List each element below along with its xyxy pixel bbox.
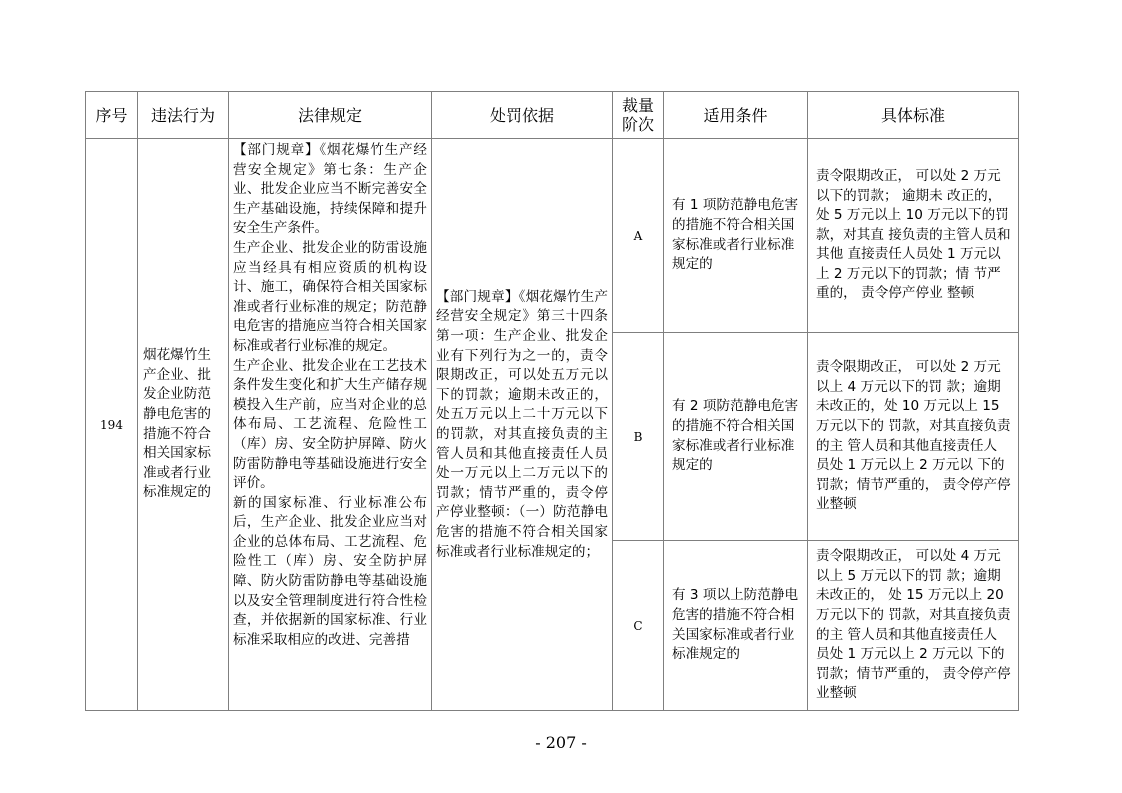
header-seq: 序号 [86, 92, 138, 139]
row-law-cell [229, 139, 432, 711]
header-violation: 违法行为 [138, 92, 229, 139]
penalty-discretion-table [85, 91, 1019, 711]
law-paragraph: 新的国家标准、行业标准公布后，生产企业、批发企业应当对企业的总体布局、工艺流程、危险性工（库）房、安全防护屏障、防火防雷防静电等基础设施以及安全管理制度进行符合性检查，并依据新的国家标准、行业标准采取相应的改进、完善措 [233, 494, 427, 648]
standard-c-cell [808, 541, 1019, 711]
table-header-row [86, 92, 1019, 139]
standard-b: 责令限期改正， 可以处 2 万元以上 4 万元以下的罚 款；逾期未改正的，处 10 万元以上 15 万元以下的 罚款，对其直接负责的主 管人员和其他直接责任人 员处 1 万元以上 2 万元以 下的罚款；情节严重的， 责令停产停业整顿 [816, 359, 1011, 513]
row-law [229, 140, 431, 709]
level-a: A [613, 139, 664, 333]
standard-c: 责令限期改正， 可以处 4 万元以上 5 万元以下的罚 款；逾期未改正的， 处 15 万元以上 20 万元以下的 罚款，对其直接负责的主 管人员和其他直接责任人 员处 1 万元以上 2 万元以 下的罚款；情节严重的， 责令停产停业整顿 [816, 548, 1011, 702]
standard-a: 责令限期改正， 可以处 2 万元以下的罚款； 逾期未 改正的，处 5 万元以上 10 万元以下的罚款，对其直 接负责的主管人员和其他 直接责任人员处 1 万元以 上 2 万元以下的罚款；情 节严重的， 责令停产停业 整顿 [816, 167, 1011, 302]
header-law: 法律规定 [229, 92, 432, 139]
level-b: B [613, 333, 664, 541]
row-violation-cell [138, 139, 229, 711]
condition-b-cell [664, 333, 808, 541]
header-standard: 具体标准 [808, 92, 1019, 139]
condition-c: 有 3 项以上防范静电危害的措施不符合相关国家标准或者行业标准规定的 [672, 587, 799, 663]
header-condition: 适用条件 [664, 92, 808, 139]
law-paragraph: 【部门规章】《烟花爆竹生产经营安全规定》第七条：生产企业、批发企业应当不断完善安全生产基础设施，持续保障和提升安全生产条件。 [233, 142, 427, 237]
condition-a-cell [664, 139, 808, 333]
standard-a-cell [808, 139, 1019, 333]
law-paragraph: 生产企业、批发企业的防雷设施应当经具有相应资质的机构设计、施工，确保符合相关国家标准或者行业标准的规定；防范静电危害的措施应当符合相关国家标准或者行业标准的规定。 [233, 239, 427, 354]
level-c: C [613, 541, 664, 711]
row-violation: 烟花爆竹生产企业、批发企业防范静电危害的措施不符合相关国家标准或者行业标准规定的 [143, 347, 211, 501]
row-basis-cell [432, 139, 613, 711]
law-paragraph: 生产企业、批发企业在工艺技术条件发生变化和扩大生产储存规模投入生产前，应当对企业的总体布局、工艺流程、危险性工（库）房、安全防护屏障、防火防雷防静电等基础设施进行安全评价。 [233, 357, 427, 492]
row-basis: 【部门规章】《烟花爆竹生产经营安全规定》第三十四条第一项：生产企业、批发企业有下列行为之一的，责令限期改正，可以处五万元以下的罚款；逾期未改正的，处五万元以上二十万元以下的罚款，对其直接负责的主管人员和其他直接责任人员处一万元以上二万元以下的罚款；情节严重的，责令停产停业整顿：（一）防范静电危害的措施不符合相关国家标准或者行业标准规定的； [436, 288, 608, 560]
header-level: 裁量 阶次 [613, 92, 664, 139]
condition-c-cell [664, 541, 808, 711]
row-seq: 194 [86, 139, 138, 711]
standard-b-cell [808, 333, 1019, 541]
condition-b: 有 2 项防范静电危害的措施不符合相关国家标准或者行业标准规定的 [672, 398, 799, 474]
header-basis: 处罚依据 [432, 92, 613, 139]
table-row [86, 139, 1019, 333]
condition-a: 有 1 项防范静电危害的措施不符合相关国家标准或者行业标准规定的 [672, 197, 799, 273]
page-number: - 207 - [535, 733, 587, 752]
